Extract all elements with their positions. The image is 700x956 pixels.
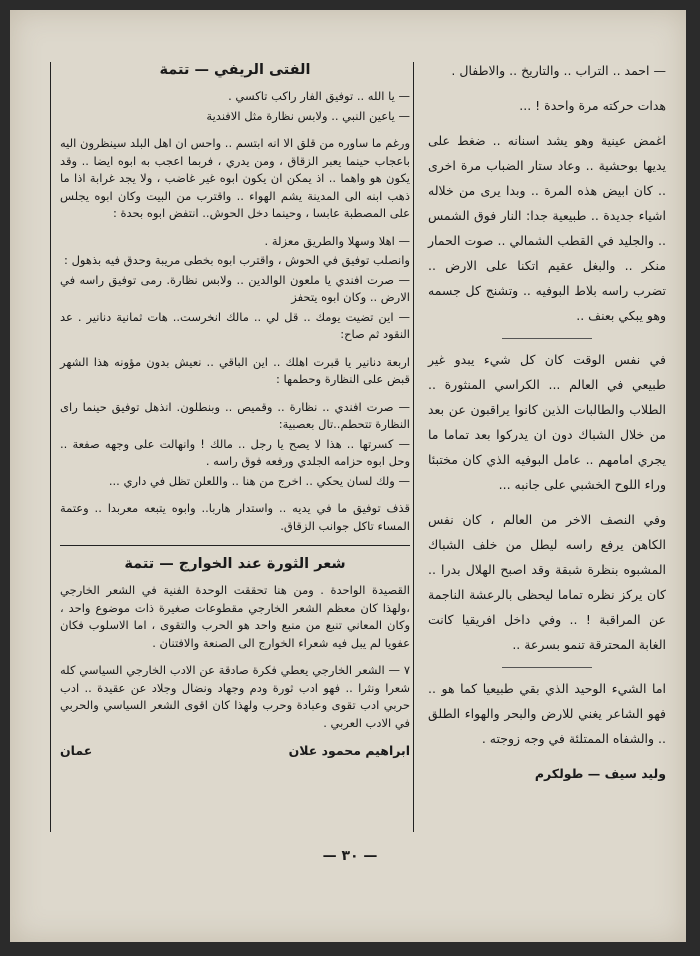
paragraph: وانصلب توفيق في الحوش ، واقترب ابوه بخطى مريبة وحدق فيه بذهول :: [64, 253, 410, 267]
paragraph: — ياعين النبي .. ولابس نظارة مثل الافندية: [206, 108, 410, 123]
paragraph: — احمد .. التراب .. والتاريخ .. والاطفال .: [451, 63, 666, 78]
column-divider: [413, 62, 414, 832]
paragraph: ورغم ما ساوره من قلق الا انه ابتسم .. واحس ان اهل البلد سينظرون اليه باعجاب حينما يعبر الزقاق ، ومن يدري ، فربما اعجب به ابوه ايضا .. وقد يكون هو واهما .. اذ يمكن ان يكون ابوه غير غاضب ، ولا يجد غرابة اذا ما ذهب ابنه الى المدينة يشم الهواء .. واقترب من البيت وكان ابوه يجلس على المصطبة عابسا ، وحينما دخل الحوش.. انتفض ابوه بحدة :: [60, 136, 410, 220]
paragraph: — يا الله .. توفيق الفار راكب تاكسي .: [228, 89, 410, 103]
paragraph: قذف توفيق ما في يديه .. واستدار هاربا.. وابوه يتبعه معربدا .. وعتمة المساء تاكل جوانب الزقاق.: [60, 501, 410, 533]
page-number: — ٣٠ —: [322, 848, 378, 864]
poetry-title: شعر الثورة عند الخوارج — تتمة: [124, 556, 346, 572]
divider: [502, 667, 592, 668]
left-margin-rule: [50, 62, 51, 832]
story-title: الفتى الريفي — تتمة: [159, 62, 311, 78]
paragraph: وفي النصف الاخر من العالم ، كان نفس الكاهن يرفع راسه ليطل من خلف الشباك المشبوه بنظرة شبقة وقد اصبح الهلال بدرا .. كان يركز نظره تماما ليحظى بالرعشة الناجمة عن المراقبة ! .. وفي داخل افريقيا كانت الغابة المحترقة تنمو بسرعة ..: [428, 512, 666, 652]
paragraph: القصيدة الواحدة . ومن هنا تحققت الوحدة الفنية في الشعر الخارجي ،ولهذا كان معظم الشعر الخارجي مقطوعات صغيرة ذات موضوع واحد ، وكان المعاني تنبع من منبع واحد هو الحرب والتقوى ، اما الاسلوب فكان عفويا لم يبل فيه شعراء الخوارج الى الصنعة والافتنان .: [60, 583, 410, 650]
paragraph: — اهلا وسهلا والطريق معزلة .: [264, 233, 410, 248]
paragraph: — كسرتها .. هذا لا يصح يا رجل .. مالك ! وانهالت على وجهه صفعة .. وحل ابوه حزامه الجلدي ورفعه فوق راسه .: [60, 436, 410, 468]
paragraph: اما الشيء الوحيد الذي بقي طبيعيا كما هو .. فهو الشاعر يغني للارض والبحر والهواء الطلق .. والشفاه الممتلئة في وجه زوجته .: [428, 681, 666, 746]
paragraph: اغمض عينية وهو يشد اسنانه .. ضغط على يديها بوحشية .. وعاد ستار الضباب مرة اخرى .. كان ابيض هذه المرة .. وبدا يرى من خلاله اشياء جديدة .. طبيعية جدا: النار فوق الشمس .. والجليد في القطب الشمالي .. صوت الحمار منكر .. والبغل عقيم اتكنا على الارض .. تضرب راسه بلاط البوفيه .. وتشنج كل جسمه وهو يبكي بعنف ..: [428, 133, 666, 323]
paragraph: — صرت افندي يا ملعون الوالدين .. ولابس نظارة. رمى توفيق راسه في الارض .. وكان ابوه يتحفز: [60, 272, 410, 304]
author-signature: وليد سيف — طولكرم: [534, 766, 666, 781]
author-city: عمان: [60, 743, 93, 758]
section-divider: [60, 545, 410, 546]
right-column: [428, 58, 666, 842]
paragraph: — ولك لسان يحكي .. اخرج من هنا .. واللعلن تظل في داري ...: [108, 473, 410, 488]
paragraph: اربعة دنانير يا قبرت اهلك .. اين الباقي .. نعيش بدون مؤونه هذا الشهر قبض على النظارة وحطمها :: [60, 354, 410, 386]
paragraph: — اين تضيت يومك .. قل لي .. مالك انخرست.. هات ثمانية دنانير . عد النقود ثم صاح:: [60, 309, 410, 341]
divider: [502, 338, 592, 339]
author-name: ابراهيم محمود علان: [288, 743, 410, 758]
paragraph: — صرت افندي .. نظارة .. وقميص .. وبنطلون. انذهل توفيق حينما راى النظارة تتحطم..تال بعصبية:: [60, 399, 410, 431]
paragraph: ٧ — الشعر الخارجي يعطي فكرة صادقة عن الادب الخارجي السياسي كله شعرا ونثرا .. فهو ادب ثورة ودم وجهاد ونضال وجلاد عن عقيدة .. ادب حربي ادب تقوى وعبادة وحرب ولهذا كان اقوى الشعر السياسي والحربي في الادب العربي .: [60, 663, 410, 730]
paragraph: في نفس الوقت كان كل شيء يبدو غير طبيعي في العالم ... الكراسي المنثورة .. الطلاب والطالبات الذين كانوا يراقبون عن بعد من خلال الشباك دون ان يدركوا بعد تماما ما يجري امامهم .. عامل البوفيه الذي كان مختبئا وراء اللوح الخشبي على جانبه ...: [428, 352, 666, 492]
magazine-page: [10, 10, 686, 942]
left-column: [60, 58, 410, 842]
author-signature: [60, 742, 410, 760]
paragraph: هدات حركته مرة واحدة ! ...: [519, 98, 666, 113]
